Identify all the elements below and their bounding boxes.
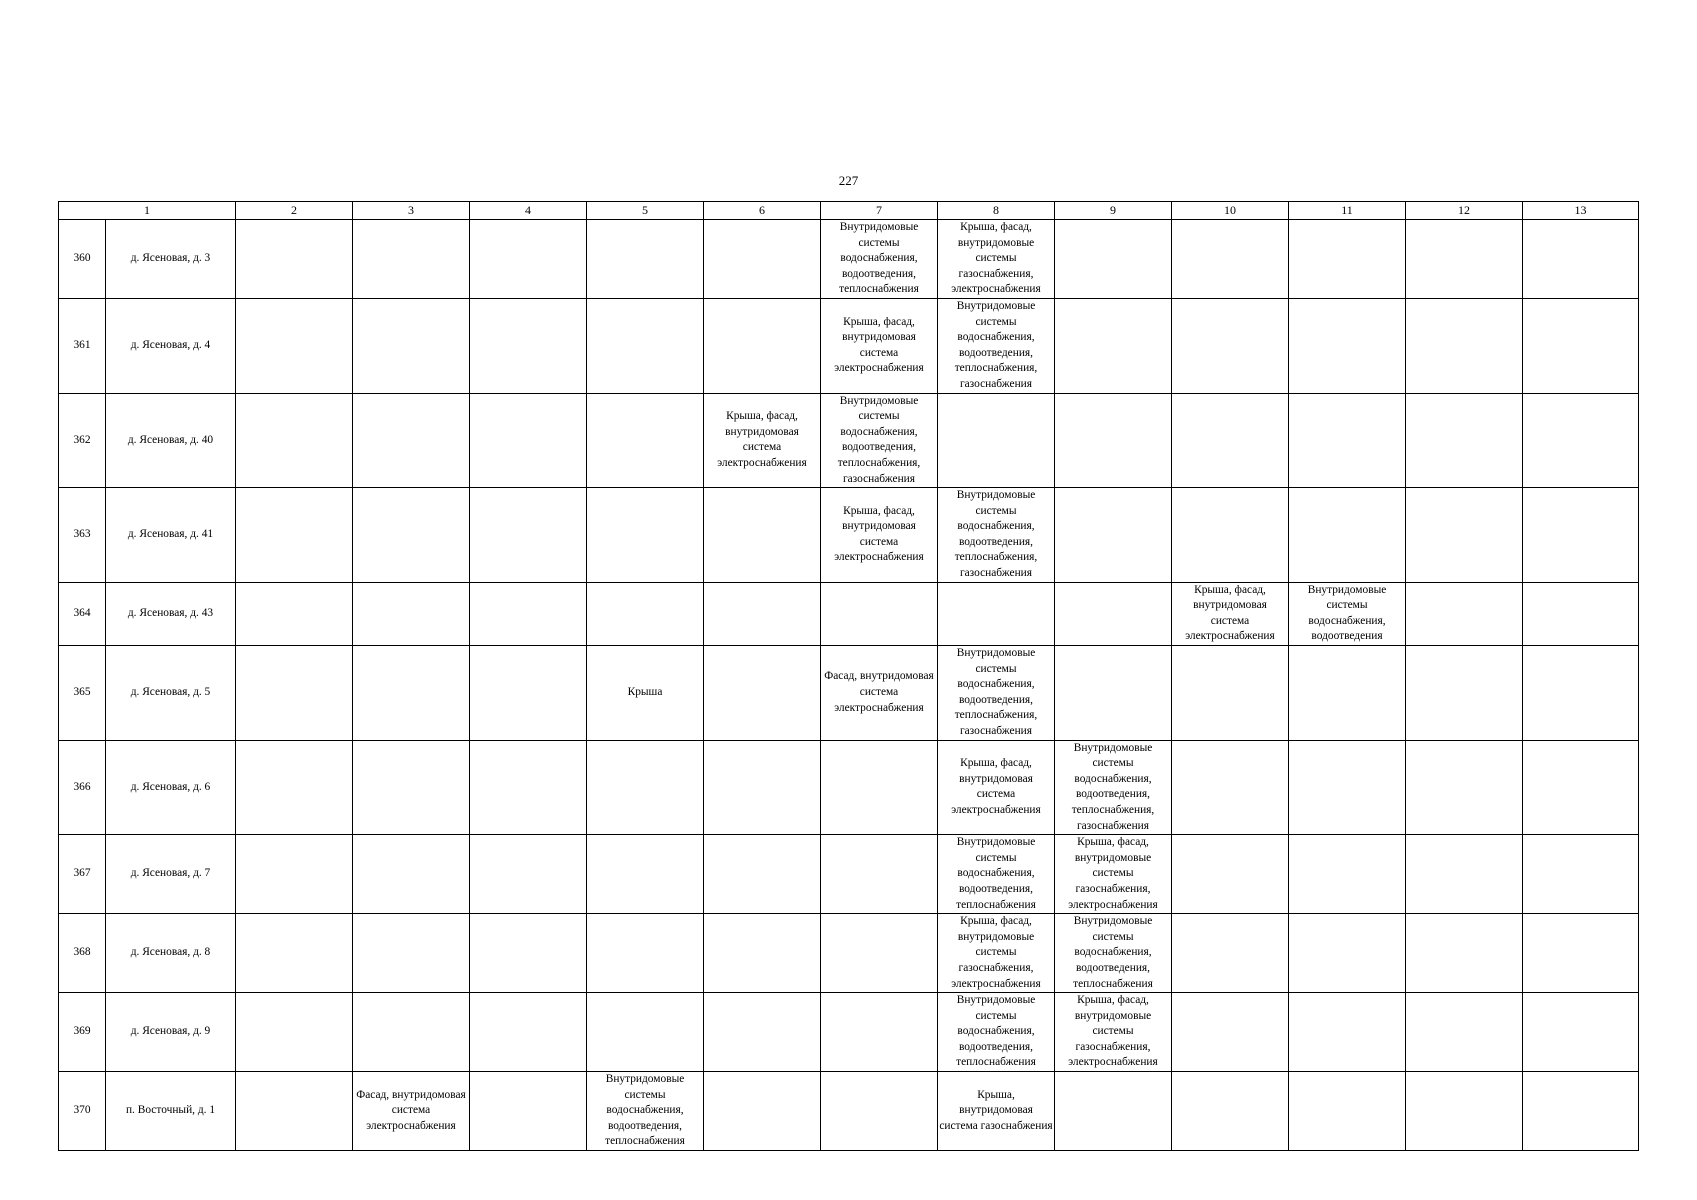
row-number: 362 xyxy=(59,393,106,488)
cell-col-13 xyxy=(1523,740,1639,835)
house-address: д. Ясеновая, д. 8 xyxy=(106,914,236,993)
cell-col-4 xyxy=(470,740,587,835)
cell-col-9 xyxy=(1055,1072,1172,1151)
cell-col-5 xyxy=(587,740,704,835)
column-header-7: 7 xyxy=(821,202,938,220)
table-row xyxy=(59,220,1639,299)
cell-col-6 xyxy=(704,646,821,741)
repair-schedule-table xyxy=(58,201,1639,1151)
cell-col-10 xyxy=(1172,740,1289,835)
cell-col-4 xyxy=(470,488,587,583)
cell-col-3 xyxy=(353,914,470,993)
column-header-8: 8 xyxy=(938,202,1055,220)
house-address: д. Ясеновая, д. 4 xyxy=(106,298,236,393)
cell-col-2 xyxy=(236,835,353,914)
column-header-12: 12 xyxy=(1406,202,1523,220)
cell-col-7: Внутридомовые системы водоснабжения, водоотведения, теплоснабжения, газоснабжения xyxy=(821,393,938,488)
cell-col-12 xyxy=(1406,582,1523,645)
cell-col-5 xyxy=(587,914,704,993)
row-number: 365 xyxy=(59,646,106,741)
row-number: 368 xyxy=(59,914,106,993)
cell-col-13 xyxy=(1523,220,1639,299)
cell-col-2 xyxy=(236,393,353,488)
cell-col-7: Крыша, фасад, внутридомовая система электроснабжения xyxy=(821,298,938,393)
cell-col-13 xyxy=(1523,488,1639,583)
cell-col-12 xyxy=(1406,1072,1523,1151)
house-address: д. Ясеновая, д. 43 xyxy=(106,582,236,645)
cell-col-4 xyxy=(470,993,587,1072)
column-header-9: 9 xyxy=(1055,202,1172,220)
cell-col-8: Внутридомовые системы водоснабжения, водоотведения, теплоснабжения, газоснабжения xyxy=(938,646,1055,741)
house-address: д. Ясеновая, д. 6 xyxy=(106,740,236,835)
cell-col-13 xyxy=(1523,646,1639,741)
cell-col-10 xyxy=(1172,1072,1289,1151)
table-row xyxy=(59,993,1639,1072)
cell-col-5 xyxy=(587,835,704,914)
cell-col-9: Внутридомовые системы водоснабжения, водоотведения, теплоснабжения xyxy=(1055,914,1172,993)
cell-col-9 xyxy=(1055,220,1172,299)
cell-col-10 xyxy=(1172,220,1289,299)
cell-col-10 xyxy=(1172,914,1289,993)
cell-col-13 xyxy=(1523,582,1639,645)
row-number: 367 xyxy=(59,835,106,914)
cell-col-12 xyxy=(1406,220,1523,299)
cell-col-5 xyxy=(587,582,704,645)
row-number: 370 xyxy=(59,1072,106,1151)
table-row xyxy=(59,393,1639,488)
cell-col-11 xyxy=(1289,835,1406,914)
cell-col-10: Крыша, фасад, внутридомовая система электроснабжения xyxy=(1172,582,1289,645)
cell-col-2 xyxy=(236,582,353,645)
table-body xyxy=(59,220,1639,1151)
cell-col-6 xyxy=(704,1072,821,1151)
cell-col-9: Крыша, фасад, внутридомовые системы газоснабжения, электроснабжения xyxy=(1055,835,1172,914)
cell-col-13 xyxy=(1523,1072,1639,1151)
cell-col-6 xyxy=(704,582,821,645)
cell-col-7 xyxy=(821,835,938,914)
cell-col-11: Внутридомовые системы водоснабжения, водоотведения xyxy=(1289,582,1406,645)
cell-col-5: Внутридомовые системы водоснабжения, водоотведения, теплоснабжения xyxy=(587,1072,704,1151)
cell-col-8: Крыша, внутридомовая система газоснабжения xyxy=(938,1072,1055,1151)
cell-col-13 xyxy=(1523,835,1639,914)
cell-col-11 xyxy=(1289,220,1406,299)
row-number: 361 xyxy=(59,298,106,393)
column-header-2: 2 xyxy=(236,202,353,220)
cell-col-2 xyxy=(236,914,353,993)
cell-col-11 xyxy=(1289,914,1406,993)
table-row xyxy=(59,488,1639,583)
cell-col-9 xyxy=(1055,298,1172,393)
cell-col-4 xyxy=(470,220,587,299)
cell-col-7 xyxy=(821,993,938,1072)
table-row xyxy=(59,914,1639,993)
cell-col-6 xyxy=(704,298,821,393)
cell-col-13 xyxy=(1523,993,1639,1072)
column-header-11: 11 xyxy=(1289,202,1406,220)
cell-col-4 xyxy=(470,582,587,645)
cell-col-5 xyxy=(587,298,704,393)
cell-col-6 xyxy=(704,488,821,583)
cell-col-5 xyxy=(587,220,704,299)
house-address: п. Восточный, д. 1 xyxy=(106,1072,236,1151)
cell-col-5: Крыша xyxy=(587,646,704,741)
cell-col-3 xyxy=(353,220,470,299)
cell-col-2 xyxy=(236,1072,353,1151)
cell-col-4 xyxy=(470,835,587,914)
table-row xyxy=(59,298,1639,393)
page-number: 227 xyxy=(838,173,859,188)
column-header-5: 5 xyxy=(587,202,704,220)
cell-col-12 xyxy=(1406,393,1523,488)
house-address: д. Ясеновая, д. 41 xyxy=(106,488,236,583)
cell-col-7: Крыша, фасад, внутридомовая система электроснабжения xyxy=(821,488,938,583)
cell-col-13 xyxy=(1523,914,1639,993)
cell-col-4 xyxy=(470,646,587,741)
table-row xyxy=(59,740,1639,835)
column-header-1: 1 xyxy=(59,202,236,220)
cell-col-4 xyxy=(470,1072,587,1151)
cell-col-2 xyxy=(236,220,353,299)
cell-col-11 xyxy=(1289,488,1406,583)
cell-col-5 xyxy=(587,488,704,583)
cell-col-3 xyxy=(353,488,470,583)
cell-col-9: Крыша, фасад, внутридомовые системы газоснабжения, электроснабжения xyxy=(1055,993,1172,1072)
cell-col-2 xyxy=(236,646,353,741)
cell-col-10 xyxy=(1172,993,1289,1072)
cell-col-8: Внутридомовые системы водоснабжения, водоотведения, теплоснабжения, газоснабжения xyxy=(938,488,1055,583)
cell-col-5 xyxy=(587,393,704,488)
cell-col-12 xyxy=(1406,914,1523,993)
cell-col-3 xyxy=(353,298,470,393)
row-number: 369 xyxy=(59,993,106,1072)
column-header-10: 10 xyxy=(1172,202,1289,220)
cell-col-11 xyxy=(1289,393,1406,488)
cell-col-8: Крыша, фасад, внутридомовая система электроснабжения xyxy=(938,740,1055,835)
cell-col-2 xyxy=(236,488,353,583)
table-row xyxy=(59,835,1639,914)
column-header-3: 3 xyxy=(353,202,470,220)
cell-col-6 xyxy=(704,914,821,993)
cell-col-11 xyxy=(1289,298,1406,393)
cell-col-3: Фасад, внутридомовая система электроснабжения xyxy=(353,1072,470,1151)
cell-col-12 xyxy=(1406,646,1523,741)
house-address: д. Ясеновая, д. 40 xyxy=(106,393,236,488)
table-row xyxy=(59,646,1639,741)
column-number-header-row xyxy=(59,202,1639,220)
column-header-6: 6 xyxy=(704,202,821,220)
cell-col-12 xyxy=(1406,993,1523,1072)
cell-col-8: Внутридомовые системы водоснабжения, водоотведения, теплоснабжения xyxy=(938,993,1055,1072)
cell-col-9: Внутридомовые системы водоснабжения, водоотведения, теплоснабжения, газоснабжения xyxy=(1055,740,1172,835)
cell-col-3 xyxy=(353,740,470,835)
cell-col-8: Крыша, фасад, внутридомовые системы газоснабжения, электроснабжения xyxy=(938,914,1055,993)
cell-col-13 xyxy=(1523,393,1639,488)
cell-col-2 xyxy=(236,298,353,393)
house-address: д. Ясеновая, д. 7 xyxy=(106,835,236,914)
cell-col-7 xyxy=(821,740,938,835)
cell-col-13 xyxy=(1523,298,1639,393)
cell-col-6: Крыша, фасад, внутридомовая система электроснабжения xyxy=(704,393,821,488)
cell-col-11 xyxy=(1289,993,1406,1072)
cell-col-9 xyxy=(1055,393,1172,488)
cell-col-9 xyxy=(1055,582,1172,645)
row-number: 360 xyxy=(59,220,106,299)
cell-col-3 xyxy=(353,393,470,488)
row-number: 363 xyxy=(59,488,106,583)
cell-col-7 xyxy=(821,914,938,993)
cell-col-12 xyxy=(1406,298,1523,393)
row-number: 364 xyxy=(59,582,106,645)
cell-col-7: Внутридомовые системы водоснабжения, водоотведения, теплоснабжения xyxy=(821,220,938,299)
table-row xyxy=(59,582,1639,645)
cell-col-11 xyxy=(1289,740,1406,835)
cell-col-3 xyxy=(353,835,470,914)
row-number: 366 xyxy=(59,740,106,835)
cell-col-8: Крыша, фасад, внутридомовые системы газоснабжения, электроснабжения xyxy=(938,220,1055,299)
cell-col-3 xyxy=(353,582,470,645)
cell-col-2 xyxy=(236,740,353,835)
cell-col-11 xyxy=(1289,1072,1406,1151)
cell-col-10 xyxy=(1172,835,1289,914)
cell-col-3 xyxy=(353,993,470,1072)
house-address: д. Ясеновая, д. 5 xyxy=(106,646,236,741)
cell-col-7: Фасад, внутридомовая система электроснабжения xyxy=(821,646,938,741)
cell-col-10 xyxy=(1172,488,1289,583)
cell-col-6 xyxy=(704,220,821,299)
column-header-13: 13 xyxy=(1523,202,1639,220)
cell-col-8 xyxy=(938,393,1055,488)
cell-col-12 xyxy=(1406,488,1523,583)
cell-col-5 xyxy=(587,993,704,1072)
cell-col-12 xyxy=(1406,835,1523,914)
cell-col-6 xyxy=(704,740,821,835)
house-address: д. Ясеновая, д. 3 xyxy=(106,220,236,299)
cell-col-6 xyxy=(704,993,821,1072)
cell-col-4 xyxy=(470,298,587,393)
cell-col-9 xyxy=(1055,488,1172,583)
cell-col-7 xyxy=(821,1072,938,1151)
cell-col-9 xyxy=(1055,646,1172,741)
cell-col-10 xyxy=(1172,393,1289,488)
column-header-4: 4 xyxy=(470,202,587,220)
cell-col-4 xyxy=(470,914,587,993)
cell-col-11 xyxy=(1289,646,1406,741)
table-row xyxy=(59,1072,1639,1151)
cell-col-7 xyxy=(821,582,938,645)
cell-col-10 xyxy=(1172,646,1289,741)
cell-col-6 xyxy=(704,835,821,914)
cell-col-10 xyxy=(1172,298,1289,393)
cell-col-4 xyxy=(470,393,587,488)
cell-col-2 xyxy=(236,993,353,1072)
cell-col-12 xyxy=(1406,740,1523,835)
cell-col-8: Внутридомовые системы водоснабжения, водоотведения, теплоснабжения xyxy=(938,835,1055,914)
cell-col-3 xyxy=(353,646,470,741)
house-address: д. Ясеновая, д. 9 xyxy=(106,993,236,1072)
cell-col-8 xyxy=(938,582,1055,645)
cell-col-8: Внутридомовые системы водоснабжения, водоотведения, теплоснабжения, газоснабжения xyxy=(938,298,1055,393)
